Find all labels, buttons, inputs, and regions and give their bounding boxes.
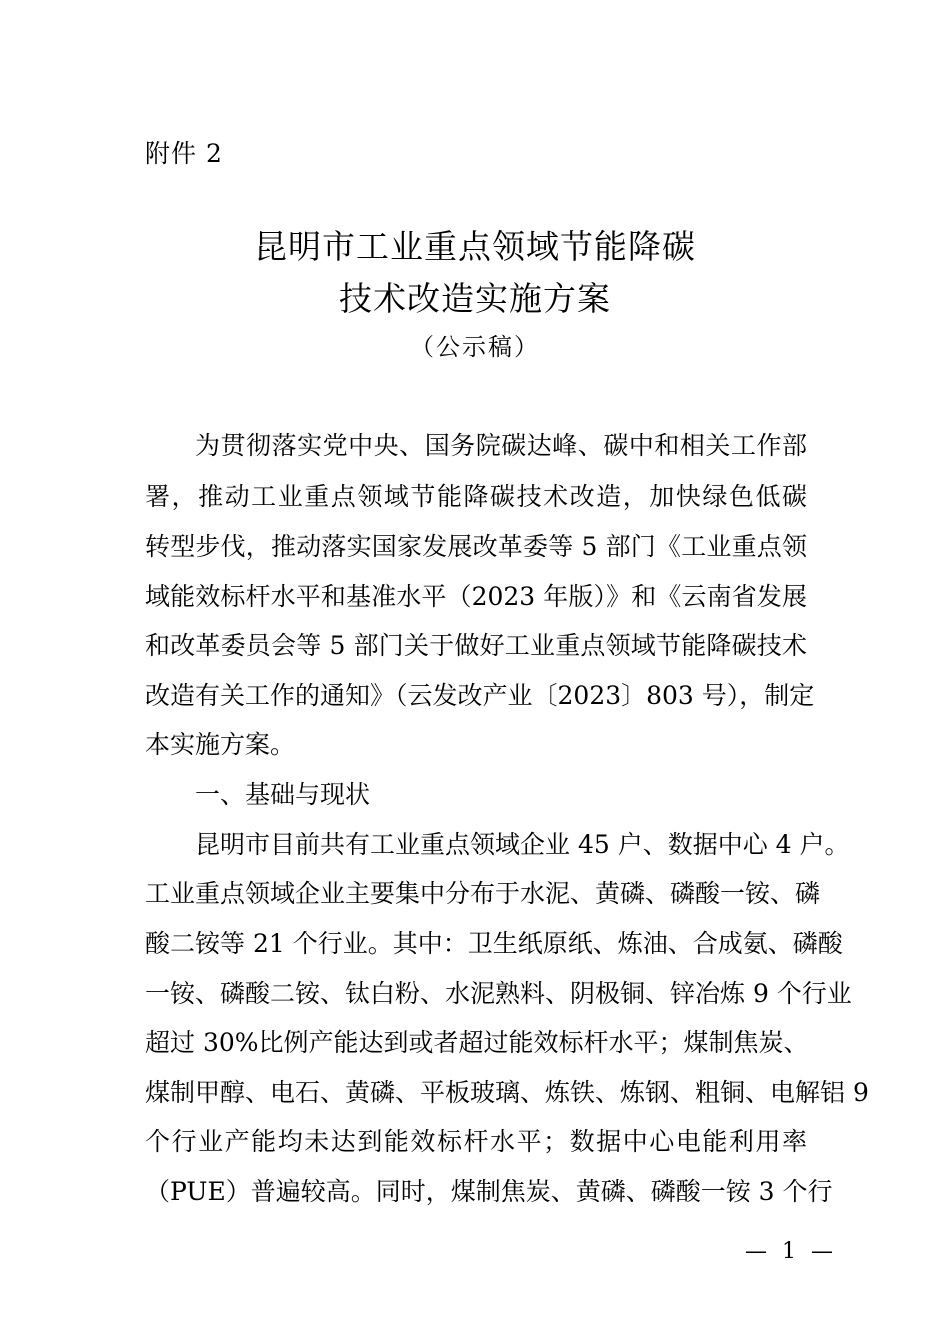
intro-paragraph-line: 域能效标杆水平和基准水平（2023 年版）》和《云南省发展 [145, 582, 807, 611]
section-paragraph-line: （PUE）普遍较高。同时，煤制焦炭、黄磷、磷酸一铵 3 个行 [145, 1177, 833, 1206]
section-paragraph-line: 昆明市目前共有工业重点领域企业 45 户、数据中心 4 户。 [195, 830, 850, 859]
intro-paragraph-line: 改造有关工作的通知》（云发改产业〔2023〕803 号），制定 [145, 681, 815, 710]
section-paragraph-line: 工业重点领域企业主要集中分布于水泥、黄磷、磷酸一铵、磷 [145, 879, 821, 908]
page-number: — 1 — [745, 1239, 837, 1264]
section-paragraph-line: 一铵、磷酸二铵、钛白粉、水泥熟料、阴极铜、锌冶炼 9 个行业 [145, 979, 852, 1008]
intro-paragraph-line: 本实施方案。 [145, 730, 296, 759]
section-paragraph-line: 超过 30%比例产能达到或者超过能效标杆水平；煤制焦炭、 [145, 1028, 809, 1057]
section-paragraph-line: 酸二铵等 21 个行业。其中：卫生纸原纸、炼油、合成氨、磷酸 [145, 929, 843, 958]
intro-paragraph-line: 署，推动工业重点领域节能降碳技术改造，加快绿色低碳 [145, 482, 807, 511]
document-title-line-2: 技术改造实施方案 [339, 279, 611, 318]
intro-paragraph-line: 和改革委员会等 5 部门关于做好工业重点领域节能降碳技术 [145, 631, 807, 660]
draft-note: （公示稿） [410, 333, 540, 361]
document-title-line-1: 昆明市工业重点领域节能降碳 [254, 227, 696, 266]
section-paragraph-line: 煤制甲醇、电石、黄磷、平板玻璃、炼铁、炼钢、粗铜、电解铝 9 [145, 1078, 869, 1107]
intro-paragraph-line: 转型步伐，推动落实国家发展改革委等 5 部门《工业重点领 [145, 532, 807, 561]
section-paragraph-line: 个行业产能均未达到能效标杆水平；数据中心电能利用率 [145, 1127, 807, 1156]
section-heading: 一、基础与现状 [195, 780, 371, 809]
attachment-label: 附件 2 [145, 139, 223, 168]
intro-paragraph-line: 为贯彻落实党中央、国务院碳达峰、碳中和相关工作部 [195, 431, 807, 460]
